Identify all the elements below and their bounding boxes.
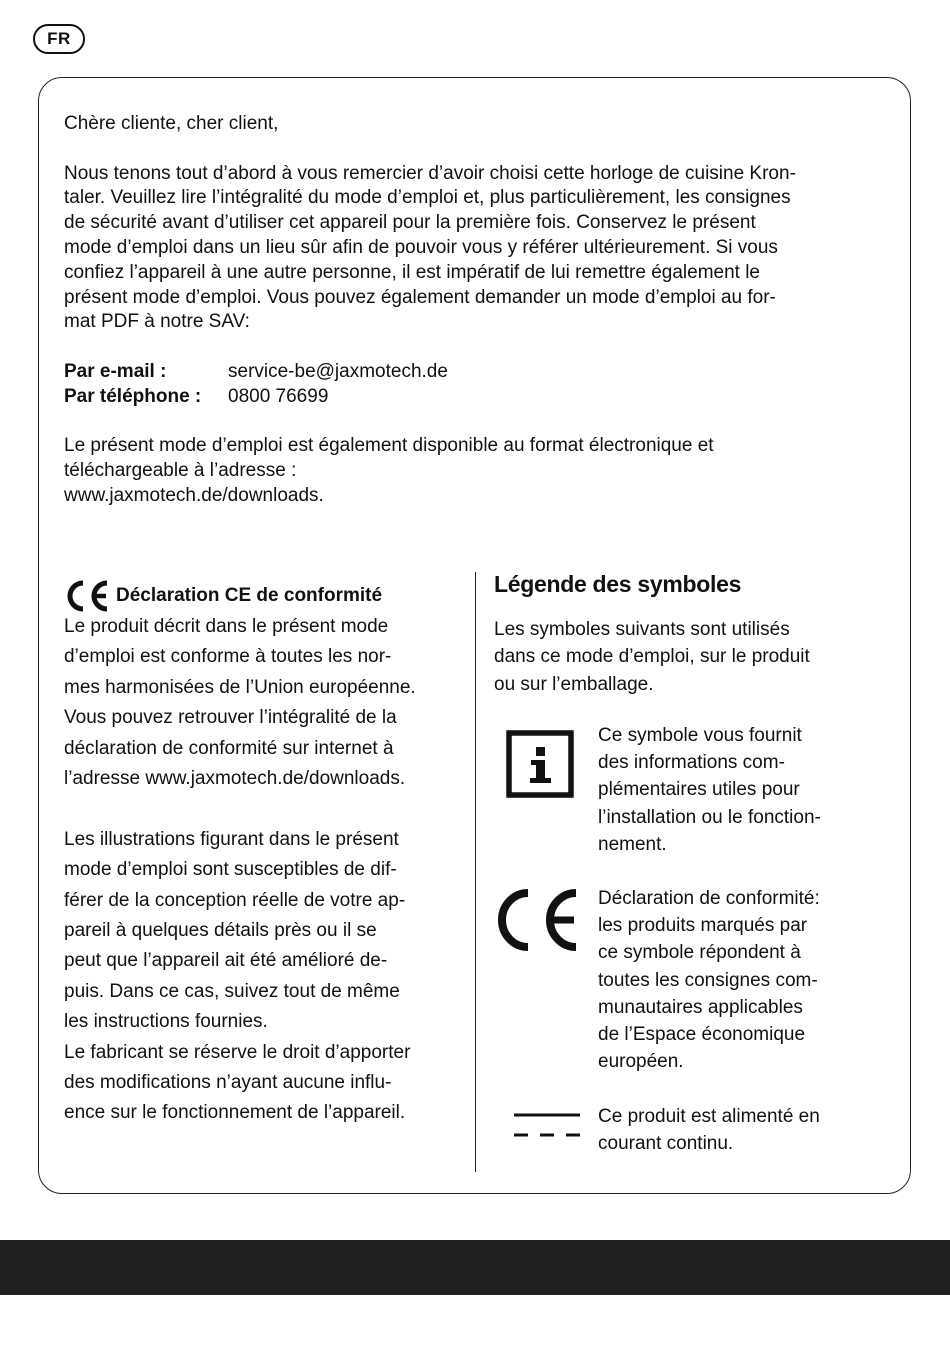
legend-item-dc [494,1103,888,1157]
legend-item-text [598,885,888,1075]
legend-intro-line: dans ce mode d’emploi, sur le produit [494,646,810,668]
contact-list [64,360,889,410]
legend-title: Légende des symboles [494,571,742,597]
ce-line: l’adresse www.jaxmotech.de/downloads. [64,768,406,790]
intro-line: mat PDF à notre SAV: [64,311,250,333]
contact-phone [64,385,889,410]
legend-text-line: courant continu. [598,1133,734,1155]
ce-heading [64,578,464,614]
intro-paragraph [64,162,889,336]
email-value[interactable]: service-be@jaxmotech.de [228,360,448,382]
legend-item-text [598,1103,888,1157]
legend-text-line: Ce symbole vous fournit [598,725,802,746]
legend-icon-cell [494,722,598,858]
illustrations-line: ence sur le fonctionnement de l’appareil. [64,1102,406,1124]
illustrations-line: des modifications n’ayant aucune influ- [64,1072,392,1094]
contact-label: Par téléphone : [64,385,202,407]
symbol-legend-section [494,566,894,1166]
footer-bar [0,1240,950,1295]
legend-text-line: plémentaires utiles pour [598,779,800,801]
illustrations-line: les instructions fournies. [64,1011,268,1033]
intro-line: de sécurité avant d’utiliser cet appareil pour la première fois. Conservez le présent [64,212,756,234]
ce-declaration-section [64,578,464,1129]
legend-intro-line: ou sur l’emballage. [494,673,654,695]
ce-declaration-title: Déclaration CE de conformité [116,584,383,606]
download-paragraph [64,434,889,508]
download-url[interactable]: www.jaxmotech.de/downloads. [64,484,324,506]
illustrations-line: Les illustrations figurant dans le présent [64,828,399,850]
illustrations-line: pareil à quelques détails près ou il se [64,920,377,942]
intro-line: présent mode d’emploi. Vous pouvez également demander un mode d’emploi au for- [64,286,776,308]
intro-line: confiez l’appareil à une autre personne, il est impératif de lui remettre également le [64,261,760,283]
contact-email [64,360,889,385]
illustrations-line: mode d’emploi sont susceptibles de dif- [64,859,397,881]
phone-value[interactable]: 0800 76699 [228,385,329,407]
legend-item-text [598,722,888,858]
legend-text-line: les produits marqués par [598,915,808,937]
contact-label: Par e-mail : [64,360,167,382]
spacer [64,794,464,824]
legend-text-line: l’installation ou le fonction- [598,806,821,828]
illustrations-line: férer de la conception réelle de votre ap- [64,889,406,911]
legend-text-line: des informations com- [598,752,785,774]
legend-text-line: ce symbole répondent à [598,942,801,964]
info-icon [506,730,576,800]
legend-intro-line: Les symboles suivants sont utilisés [494,619,790,640]
ce-declaration-text [64,612,464,794]
ce-line: Vous pouvez retrouver l’intégralité de la [64,707,397,729]
ce-line: Le produit décrit dans le présent mode [64,616,389,637]
ce-line: d’emploi est conforme à toutes les nor- [64,646,392,668]
ce-mark-icon [64,579,112,613]
download-line: téléchargeable à l’adresse : [64,460,297,482]
ce-line: mes harmonisées de l’Union européenne. [64,676,416,698]
intro-line: Nous tenons tout d’abord à vous remercier d’avoir choisi cette horloge de cuisine Kron- [64,162,796,184]
ce-line: déclaration de conformité sur internet à [64,737,394,759]
legend-text-line: toutes les consignes com- [598,969,818,991]
legend-item-info [494,722,888,858]
legend-text-line: Ce produit est alimenté en [598,1106,820,1127]
ce-mark-icon [492,887,582,953]
legend-intro [494,616,894,698]
illustrations-line: peut que l’appareil ait été amélioré de- [64,950,388,972]
illustrations-line: puis. Dans ce cas, suivez tout de même [64,980,400,1002]
legend-text-line: européen. [598,1051,684,1073]
legend-text-line: munautaires applicables [598,996,803,1018]
column-divider [475,572,476,1172]
illustrations-text [64,825,464,1129]
legend-icon-cell [494,1103,598,1157]
intro-section [64,112,889,509]
intro-line: mode d’emploi dans un lieu sûr afin de pouvoir vous y référer ultérieurement. Si vous [64,236,778,258]
download-line: Le présent mode d’emploi est également disponible au format électronique et [64,435,714,457]
language-badge: FR [33,24,85,54]
legend-text-line: nement. [598,833,667,855]
illustrations-line: Le fabricant se réserve le droit d’apporter [64,1041,411,1063]
intro-line: taler. Veuillez lire l’intégralité du mode d’emploi et, plus particulièrement, les consignes [64,187,791,209]
direct-current-icon [512,1109,582,1139]
legend-text-line: Déclaration de conformité: [598,888,820,909]
legend-text-line: de l’Espace économique [598,1024,806,1046]
greeting: Chère cliente, cher client, [64,113,279,134]
legend-icon-cell [494,885,598,1075]
legend-item-ce [494,885,888,1075]
